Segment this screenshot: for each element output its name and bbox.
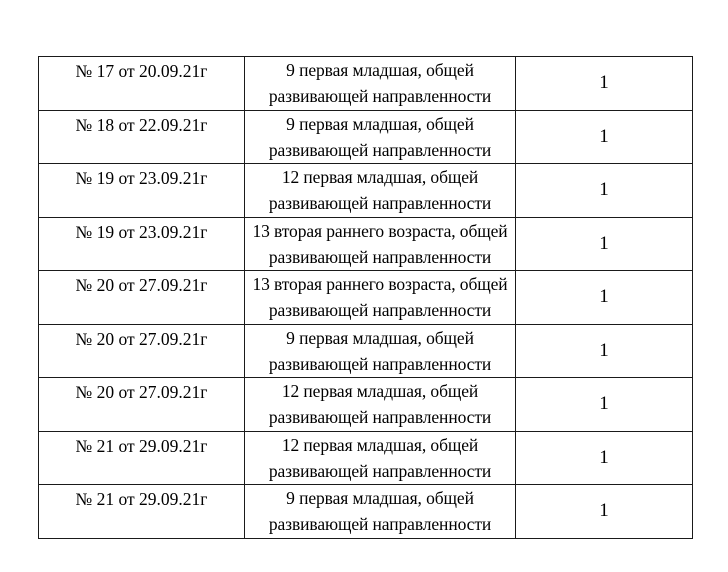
table-row xyxy=(39,57,693,111)
group-line-1: 9 первая младшая, общей xyxy=(286,327,474,348)
count-cell: 1 xyxy=(516,485,693,539)
enrollment-table xyxy=(38,56,693,539)
count-cell: 1 xyxy=(516,431,693,485)
count-cell: 1 xyxy=(516,217,693,271)
group-cell xyxy=(245,110,516,164)
table-body xyxy=(39,57,693,539)
group-cell xyxy=(245,324,516,378)
order-cell: № 18 от 22.09.21г xyxy=(39,110,245,164)
order-cell: № 19 от 23.09.21г xyxy=(39,164,245,218)
group-line-2: развивающей направленности xyxy=(268,514,492,534)
group-line-1: 13 вторая раннего возраста, общей xyxy=(252,220,508,241)
group-cell xyxy=(245,217,516,271)
group-line-1: 12 первая младшая, общей xyxy=(281,434,479,455)
group-cell xyxy=(245,271,516,325)
group-cell xyxy=(245,57,516,111)
group-line-1: 12 первая младшая, общей xyxy=(281,381,479,401)
group-line-1: 9 первая младшая, общей xyxy=(286,113,474,134)
table-row xyxy=(39,485,693,539)
group-line-1: 9 первая младшая, общей xyxy=(286,60,474,80)
group-cell xyxy=(245,378,516,432)
order-cell: № 21 от 29.09.21г xyxy=(39,485,245,539)
group-line-2: развивающей направленности xyxy=(268,246,492,267)
group-line-2: развивающей направленности xyxy=(268,353,492,374)
order-cell: № 19 от 23.09.21г xyxy=(39,217,245,271)
group-line-2: развивающей направленности xyxy=(268,407,492,427)
table-row xyxy=(39,110,693,164)
group-line-2: развивающей направленности xyxy=(268,86,492,106)
group-line-2: развивающей направленности xyxy=(268,193,492,213)
count-cell: 1 xyxy=(516,378,693,432)
order-cell: № 20 от 27.09.21г xyxy=(39,271,245,325)
group-line-2: развивающей направленности xyxy=(268,139,492,160)
table-row xyxy=(39,378,693,432)
group-cell xyxy=(245,485,516,539)
table-row xyxy=(39,271,693,325)
group-line-1: 9 первая младшая, общей xyxy=(286,488,474,508)
count-cell: 1 xyxy=(516,271,693,325)
group-line-1: 13 вторая раннего возраста, общей xyxy=(252,274,508,294)
order-cell: № 20 от 27.09.21г xyxy=(39,378,245,432)
order-cell: № 21 от 29.09.21г xyxy=(39,431,245,485)
count-cell: 1 xyxy=(516,110,693,164)
table-row xyxy=(39,324,693,378)
table-row xyxy=(39,164,693,218)
order-cell: № 17 от 20.09.21г xyxy=(39,57,245,111)
order-cell: № 20 от 27.09.21г xyxy=(39,324,245,378)
group-cell xyxy=(245,431,516,485)
group-line-1: 12 первая младшая, общей xyxy=(281,167,479,187)
group-cell xyxy=(245,164,516,218)
count-cell: 1 xyxy=(516,164,693,218)
table-row xyxy=(39,217,693,271)
count-cell: 1 xyxy=(516,324,693,378)
table-row xyxy=(39,431,693,485)
group-line-2: развивающей направленности xyxy=(268,460,492,481)
count-cell: 1 xyxy=(516,57,693,111)
group-line-2: развивающей направленности xyxy=(268,300,492,320)
